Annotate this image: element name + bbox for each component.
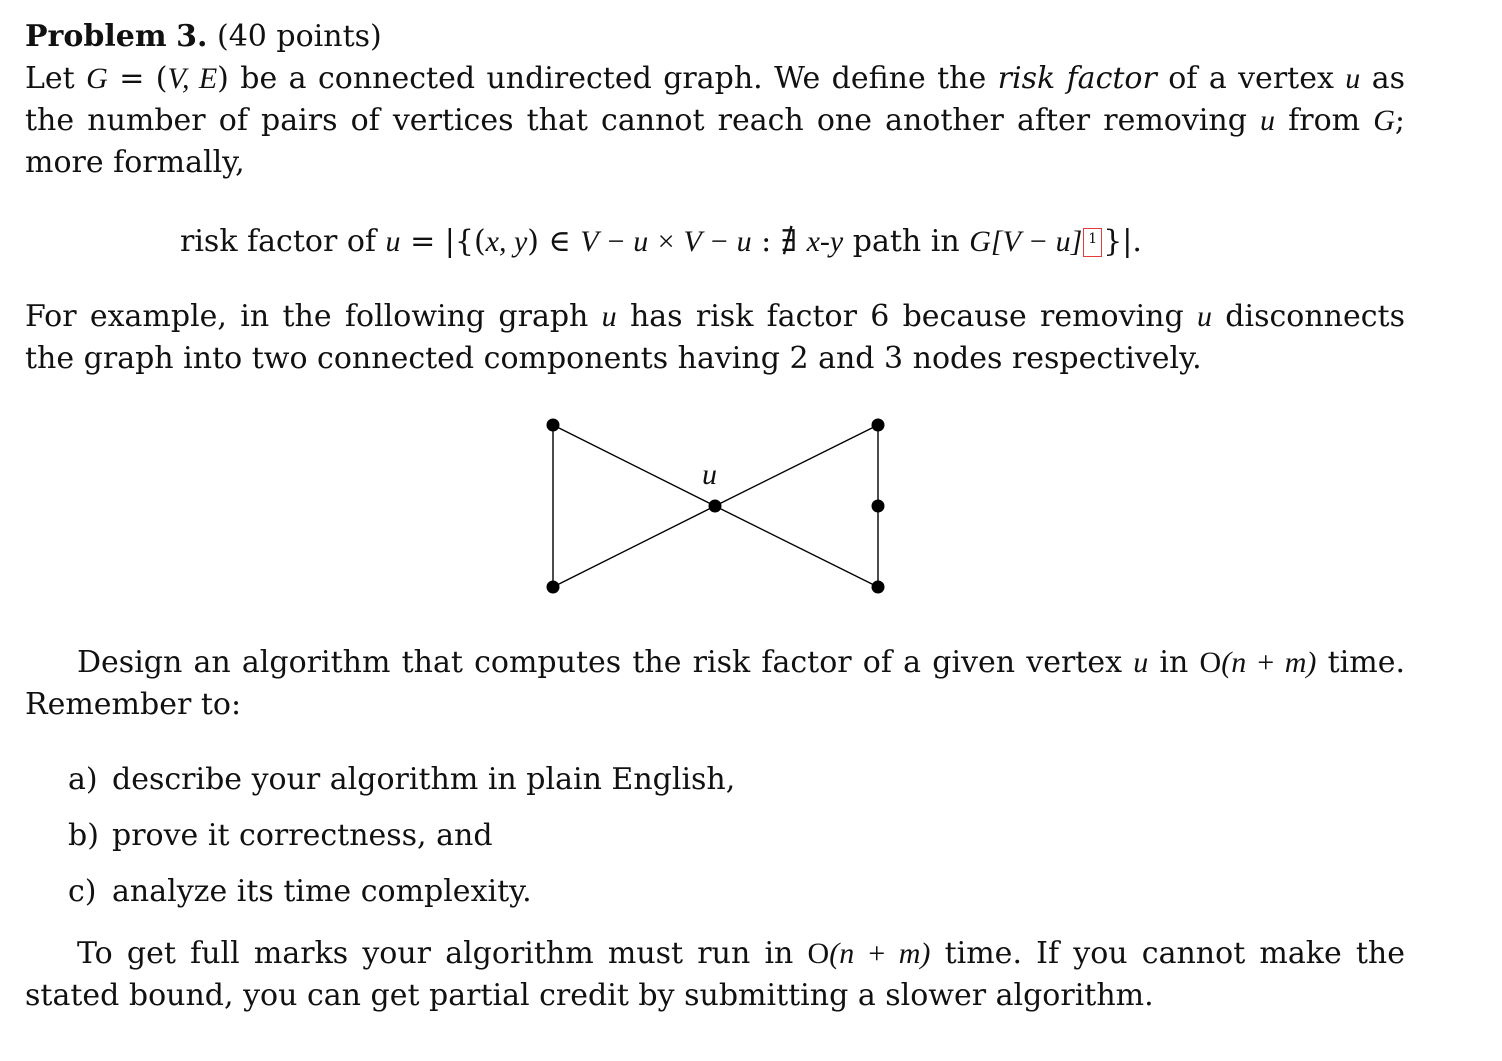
intro-text: as the number of pairs of vertices that cannot reach one another after removing (25, 61, 1405, 138)
list-marker: c) (68, 874, 97, 909)
design-text: Design an algorithm that computes the risk factor of a given vertex (77, 645, 1134, 680)
math-u: u (1260, 104, 1276, 137)
formula-text: path in (843, 224, 970, 259)
math-xy: x, y (485, 225, 528, 258)
problem-heading (25, 16, 1405, 58)
list-item (68, 864, 735, 920)
intro-text: from (1275, 103, 1374, 138)
math-G: G (86, 62, 108, 95)
list-item-text: analyze its time complexity. (112, 874, 532, 909)
formula-text: = |{( (400, 224, 486, 259)
intro-paragraph (25, 58, 1405, 184)
example-text: has risk factor 6 because removing (616, 299, 1197, 334)
list-marker: a) (68, 762, 98, 797)
math-u: u (1133, 646, 1149, 679)
math-big-o: O (1199, 646, 1222, 679)
final-paragraph (25, 933, 1405, 1017)
problem-title: Problem (25, 19, 167, 54)
final-text: To get full marks your algorithm must run in (77, 936, 808, 971)
intro-text: of a vertex (1156, 61, 1346, 96)
example-graph (520, 400, 920, 610)
list-item (68, 752, 735, 808)
formula-text: ) ∈ (527, 224, 581, 259)
term-risk-factor: risk factor (997, 61, 1157, 96)
math-G: G (969, 225, 991, 258)
problem-points: (40 points) (217, 19, 382, 54)
math-G: G (1373, 104, 1395, 137)
formula-text: risk factor of (180, 224, 386, 259)
math-big-o: O (807, 937, 830, 970)
example-text: disconnects the graph into two connected components having 2 and 3 nodes respectively. (25, 299, 1405, 376)
problem-statement (25, 16, 1405, 184)
intro-text: Let (25, 61, 87, 96)
requirements-list (68, 752, 735, 920)
design-text: time. Remember to: (25, 645, 1405, 722)
design-text: in (1148, 645, 1200, 680)
graph-edge (553, 425, 715, 506)
list-item (68, 808, 735, 864)
intro-text: ) be a connected undirected graph. We define the (217, 61, 998, 96)
graph-node-u (709, 500, 722, 513)
list-item-text: describe your algorithm in plain English, (112, 762, 736, 797)
intro-text: = ( (107, 61, 168, 96)
design-paragraph (25, 642, 1405, 726)
final-text: time. If you cannot make the stated bound, you can get partial credit by submitting a slower algorithm. (25, 936, 1406, 1013)
example-paragraph (25, 296, 1405, 380)
problem-number: 3. (176, 19, 208, 54)
math-induced-subgraph: [V − u] (990, 225, 1083, 258)
risk-factor-formula (180, 222, 1142, 262)
graph-node (547, 419, 560, 432)
math-n-plus-m: (n + m) (829, 937, 931, 970)
math-u: u (1196, 300, 1212, 333)
intro-text: ; (1394, 103, 1405, 138)
graph-node (872, 500, 885, 513)
math-VE: V, E (167, 62, 218, 95)
math-xy-path: x-y (806, 225, 844, 258)
list-item-text: prove it correctness, and (112, 818, 493, 853)
intro-text: more formally, (25, 145, 245, 180)
graph-edge (715, 425, 878, 506)
example-text: For example, in the following graph (25, 299, 602, 334)
graph-node (547, 581, 560, 594)
math-u: u (1345, 62, 1361, 95)
graph-node (872, 419, 885, 432)
math-u: u (601, 300, 617, 333)
math-set: V − u × V − u (580, 225, 752, 258)
list-marker: b) (68, 818, 99, 853)
graph-node-label-u: u (702, 458, 717, 491)
math-n-plus-m: (n + m) (1221, 646, 1317, 679)
graph-node (872, 581, 885, 594)
footnote-link[interactable]: 1 (1083, 228, 1102, 257)
math-u: u (385, 225, 401, 258)
formula-text: }|. (1103, 224, 1142, 259)
formula-text: : ∄ (751, 224, 807, 259)
graph-edge (553, 506, 715, 587)
graph-edge (715, 506, 878, 587)
